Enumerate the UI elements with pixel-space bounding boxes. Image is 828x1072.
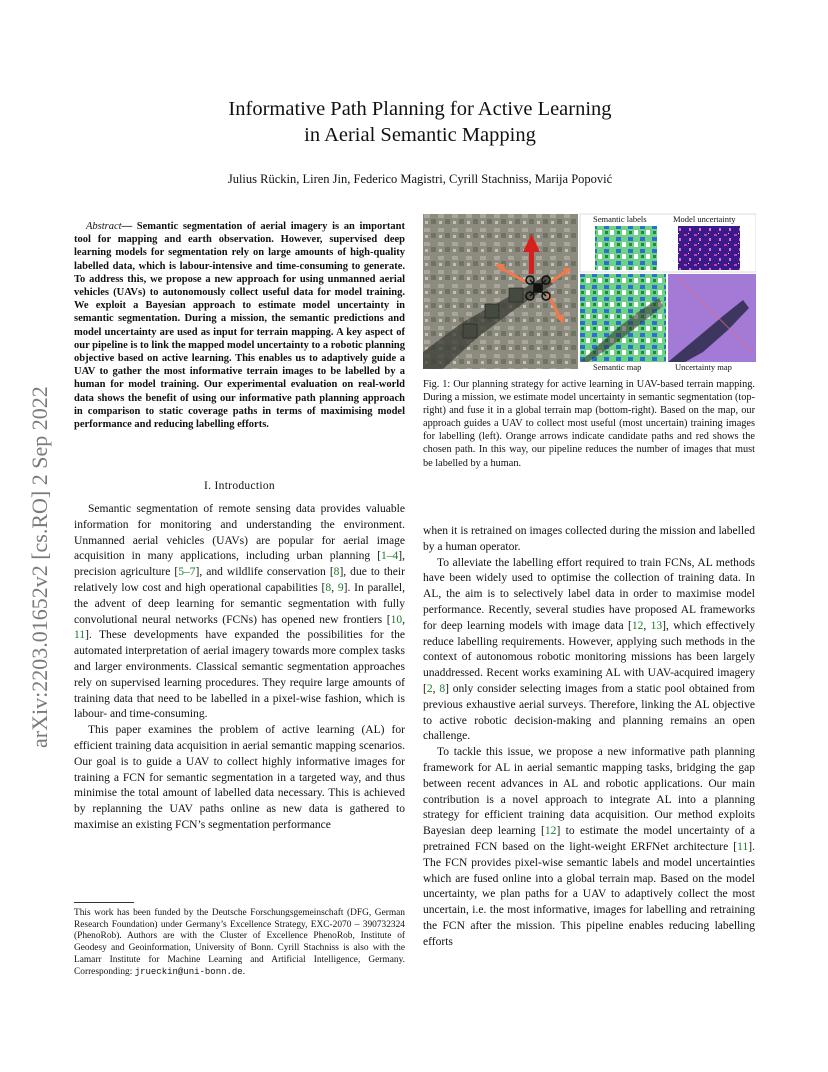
citation-link[interactable]: 5–7 <box>178 566 196 579</box>
uncertainty-map <box>668 274 756 362</box>
semantic-map <box>580 274 666 362</box>
citation-link[interactable]: 1–4 <box>380 550 399 563</box>
citation-link[interactable]: 10 <box>390 613 403 626</box>
label-model-uncertainty: Model uncertainty <box>673 214 736 224</box>
label-semantic-map: Semantic map <box>593 362 642 372</box>
abstract <box>74 220 405 431</box>
semantic-labels-image <box>595 226 657 270</box>
title-line-1: Informative Path Planning for Active Learning <box>228 98 612 120</box>
title-line-2: in Aerial Semantic Mapping <box>304 124 536 146</box>
right-paragraph-2: To tackle this issue, we propose a new informative path planning framework for AL in aerial semantic mapping tasks, bridging the gap between recent advances in AL and robotic applications. Our main contribution is a novel approach to integrate AL into a planning strategy for efficient training data acquisition. Our method exploits Bayesian deep learning [12] to estimate the model uncertainty of a pretrained FCN based on the light-weight ERFNet architecture [11]. The FCN provides pixel-wise semantic labels and model uncertainties which are fused online into a global terrain map. Based on the model uncertainty, we plan paths for a UAV to adaptively collect the most uncertain, i.e. the most informative, images for labelling and retraining the FCN after the mission. This pipeline enables reducing labelling efforts <box>423 746 755 948</box>
left-column <box>74 502 405 834</box>
citation-link[interactable]: 12 <box>544 825 557 838</box>
right-paragraph-0: when it is retrained on images collected during the mission and labelled by a human operator. <box>423 525 755 553</box>
model-uncertainty-image <box>678 226 740 270</box>
aerial-image <box>423 214 578 369</box>
footnote-rule <box>74 902 134 903</box>
abstract-text: — Semantic segmentation of aerial imagery is an important tool for mapping and earth observation. However, supervised deep learning models for segmentation rely on large amounts of high-quality labelled data, which is labour-intensive and time-consuming to generate. To address this, we propose a new approach for using unmanned aerial vehicles (UAVs) to autonomously collect useful data for model training. We exploit a Bayesian approach to estimate model uncertainty in semantic segmentation. During a mission, the semantic predictions and model uncertainty are used as input for terrain mapping. A key aspect of our pipeline is to link the mapped model uncertainty to a robotic planning objective based on active learning. This enables us to adaptively guide a UAV to gather the most informative terrain images to be labelled by a human for model training. Our experimental evaluation on real-world data shows the benefit of using our informative path planning approach in comparison to static coverage paths in terms of maximising model performance and reducing labelling efforts. <box>74 221 405 431</box>
citation-link[interactable]: 8 <box>325 581 332 594</box>
citation-link[interactable]: 9 <box>337 581 344 594</box>
arxiv-stamp <box>14 290 60 750</box>
footnote: This work has been funded by the Deutsche Forschungsgemeinschaft (DFG, German Research Foundation) under Germany’s Excellence Strategy, EXC-2070 – 390732324 (PhenoRob). Authors are with the Cluster of Excellence PhenoRob, Institute of Geodesy and Geoinformation, University of Bonn. Cyrill Stachniss is also with the Lamarr Institute for Machine Learning and Artificial Intelligence, Germany. Corresponding: jrueckin@uni-bonn.de. <box>74 908 405 977</box>
authors: Julius Rückin, Liren Jin, Federico Magistri, Cyrill Stachniss, Marija Popović <box>227 172 613 186</box>
right-column <box>423 524 755 951</box>
figure-caption: Fig. 1: Our planning strategy for active learning in UAV-based terrain mapping. During a mission, we estimate model uncertainty in semantic segmentation (top-right) and fuse it in a global terrain map (bottom-right). Based on the map, our approach guides a UAV to collect most useful (most uncertain) training images for labelling (left). Orange arrows indicate candidate paths and red shows the chosen path. In this way, our pipeline reduces the number of images that must be labelled by a human. <box>423 379 755 469</box>
section-heading-introduction: I. Introduction <box>204 480 275 492</box>
arxiv-stamp-text: arXiv:2203.01652v2 [cs.RO] 2 Sep 2022 <box>27 386 52 748</box>
label-semantic-labels: Semantic labels <box>593 214 647 224</box>
figure-1 <box>423 212 756 372</box>
citation-link[interactable]: 8 <box>333 566 340 579</box>
left-paragraph-2: This paper examines the problem of active learning (AL) for efficient training data acquisition in aerial semantic mapping scenarios. Our goal is to guide a UAV to collect highly informative images for training a FCN for semantic segmentation in a targeted way, and thus minimise the total amount of labelled data necessary. This is achieved by replanning the UAV paths online as new data is gathered to maximise an existing FCN’s segmentation performance <box>74 724 405 831</box>
abstract-lead: Abstract <box>86 221 122 232</box>
label-uncertainty-map: Uncertainty map <box>675 362 732 372</box>
left-paragraph-1: Semantic segmentation of remote sensing data provides valuable information for monitoring and understanding the environment. Unmanned aerial vehicles (UAVs) are popular for aerial image acquisition in many applications, including urban planning [1–4], precision agriculture [5–7], and wildlife conservation [8], due to their relatively low cost and high operational capabilities [8, 9]. In parallel, the advent of deep learning for semantic segmentation with fully convolutional neural networks (FCNs) has opened new frontiers [10, 11]. These developments have expanded the possibilities for the automated interpretation of aerial imagery towards more complex tasks and larger environments. Classical semantic segmentation approaches rely on supervised learning procedures. They require large amounts of training data that need to be labelled in a pixel-wise fashion, which is labour- and time-consuming. <box>74 503 405 721</box>
email-link[interactable]: jrueckin@uni-bonn.de <box>134 966 243 977</box>
citation-link[interactable]: 12 <box>631 619 644 632</box>
right-paragraph-1: To alleviate the labelling effort required to train FCNs, AL methods have been widely used to optimise the collection of training data. In AL, the aim is to selectively label data in order to maximise model performance. Recently, several studies have proposed AL frameworks for deep learning models with image data [12, 13], which effectively reduce labelling requirements. However, applying such methods in the context of autonomous robotic monitoring missions has been largely unaddressed. Recent works examining AL with UAV-acquired imagery [2, 8] only consider selecting images from a static pool obtained from previous exhaustive aerial surveys. Therefore, linking the AL objective to active robotic decision-making and planning remains an open challenge. <box>423 556 755 743</box>
citation-link[interactable]: 11 <box>74 629 86 642</box>
citation-link[interactable]: 2 <box>426 682 433 695</box>
paper-title <box>120 96 720 148</box>
citation-link[interactable]: 13 <box>650 619 663 632</box>
citation-link[interactable]: 8 <box>439 682 446 695</box>
citation-link[interactable]: 11 <box>737 840 749 853</box>
